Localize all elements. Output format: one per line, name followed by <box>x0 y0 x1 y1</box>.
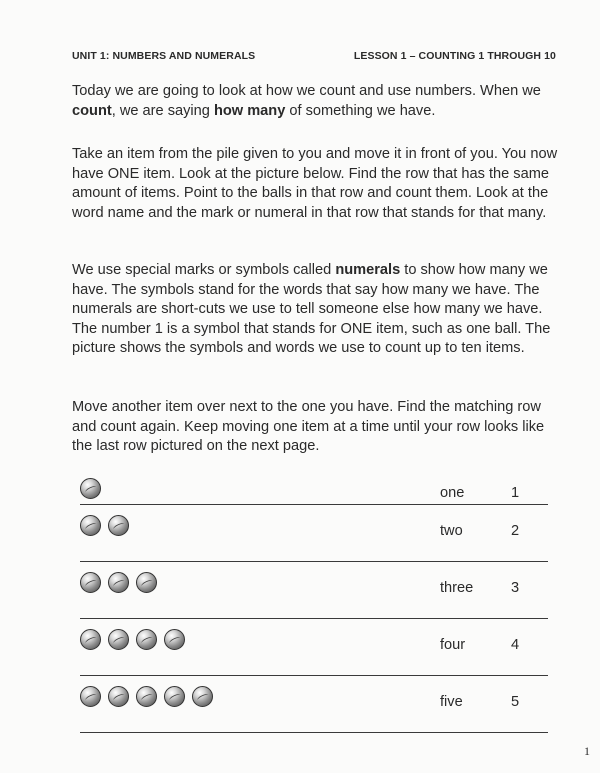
counting-row <box>80 562 548 619</box>
ball-group <box>80 478 101 499</box>
ball-icon <box>80 572 101 593</box>
numeral: 4 <box>511 637 520 653</box>
ball-icon <box>108 515 129 536</box>
counting-row <box>80 676 548 733</box>
counting-row <box>80 619 548 676</box>
ball-group <box>80 572 157 593</box>
counting-row <box>80 470 548 505</box>
page-header <box>72 50 556 62</box>
number-word: one <box>440 485 465 501</box>
ball-icon <box>136 629 157 650</box>
ball-group <box>80 515 129 536</box>
ball-icon <box>108 629 129 650</box>
paragraph-numerals <box>72 261 562 359</box>
ball-icon <box>80 515 101 536</box>
paragraph-instructions <box>72 145 562 223</box>
intro-bold-how-many: how many <box>213 102 286 119</box>
number-word: three <box>440 580 474 596</box>
numerals-text-a: We use special marks or symbols called <box>72 262 336 278</box>
page-number: 1 <box>584 744 590 758</box>
intro-text-c: , we are saying <box>111 102 214 119</box>
paragraph-move <box>72 398 562 457</box>
number-word: two <box>440 523 463 539</box>
intro-bold-count: count <box>72 102 112 119</box>
counting-row <box>80 505 548 562</box>
intro-text-a: Today we are going to look at how we count and use numbers. When we <box>72 83 541 99</box>
lesson-title: LESSON 1 – COUNTING 1 THROUGH 10 <box>353 50 556 62</box>
instructions-text: Take an item from the pile given to you and move it in front of you. You now have ONE item. Look at the picture below. Find the row that has the same amount of items. Point to the balls in that row and count them. Look at the word name and the mark or numeral in that row that stands for that many. <box>72 146 558 221</box>
paragraph-intro <box>72 82 562 121</box>
numeral: 2 <box>511 523 520 539</box>
ball-icon <box>108 572 129 593</box>
ball-icon <box>136 686 157 707</box>
number-word: five <box>440 694 463 710</box>
ball-icon <box>192 686 213 707</box>
ball-icon <box>108 686 129 707</box>
numerals-bold: numerals <box>335 262 401 278</box>
ball-group <box>80 629 185 650</box>
ball-group <box>80 686 213 707</box>
unit-title: UNIT 1: NUMBERS AND NUMERALS <box>72 50 256 62</box>
numeral: 5 <box>511 694 520 710</box>
numeral: 1 <box>511 485 520 501</box>
ball-icon <box>164 686 185 707</box>
ball-icon <box>80 478 101 499</box>
intro-text-d: of something we have. <box>285 102 436 119</box>
numerals-text-c: to show how many we have. The symbols stand for the words that say how many we have. The numerals are short-cuts we use to tell someone else how many we have. The number 1 is a symbol that stands for ONE item, such as one ball. The picture shows the symbols and words we use to count up to ten items. <box>72 262 551 356</box>
move-text: Move another item over next to the one you have. Find the matching row and count again. Keep moving one item at a time until your row looks like the last row pictured on the next page. <box>72 399 545 454</box>
ball-icon <box>136 572 157 593</box>
number-word: four <box>440 637 466 653</box>
ball-icon <box>80 686 101 707</box>
counting-table <box>80 470 548 733</box>
ball-icon <box>164 629 185 650</box>
ball-icon <box>80 629 101 650</box>
numeral: 3 <box>511 580 520 596</box>
